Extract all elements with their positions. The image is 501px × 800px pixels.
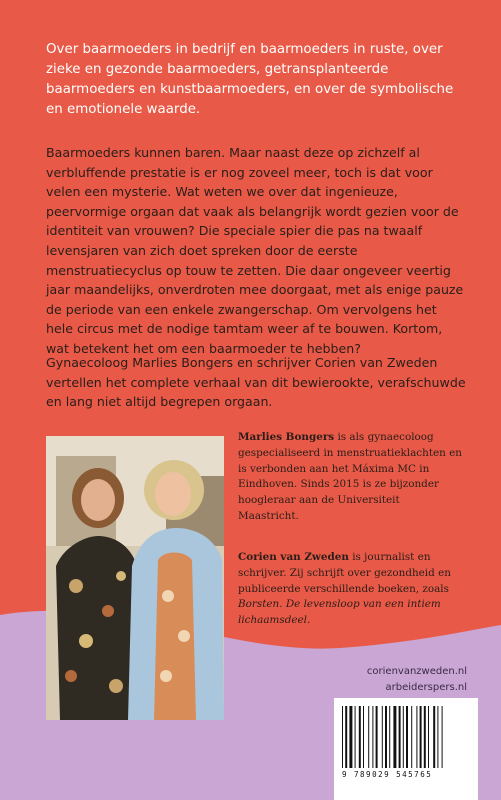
website-links <box>367 664 467 696</box>
summary-paragraph: Gynaecoloog Marlies Bongers en schrijver Corien van Zweden vertellen het complete verhaal van dit bewierookte, verafschuwde en lang niet altijd begrepen orgaan. <box>46 355 466 410</box>
author-name: Marlies Bongers <box>238 431 335 443</box>
website-link[interactable]: corienvanzweden.nl <box>366 666 467 677</box>
isbn-barcode <box>334 698 478 800</box>
bio-text: is journalist en schrijver. Zij schrijft over gezondheid en publiceerde verschillende boeken, zoals <box>238 551 451 595</box>
isbn-digits: 9 789029 545765 <box>342 770 433 779</box>
body-paragraph: Baarmoeders kunnen baren. Maar naast deze op zichzelf al verbluffende prestatie is er nog zoveel meer, toch is dat voor velen een mysterie. Wat weten we over dat ingenieuze, peervormige orgaan dat vaak als belangrijk wordt gezien voor de identiteit van vrouwen? Die speciale spier die pas na twaalf levensjaren van zich doet spreken door de eerste menstruatiecyclus op touw te zetten. Die daar ongeveer veertig jaar maandelijks, onverdroten mee doorgaat, met als enige pauze de periode van een enkele zwangerschap. Om vervolgens het hele circus met de nodige tamtam weer af te bouwen. Kortom, wat betekent het om een baarmoeder te hebben? <box>46 145 464 356</box>
author-photo <box>46 436 224 720</box>
bio-text: is als gynaecoloog gespecialiseerd in menstruatieklachten en is verbonden aan het Máxima MC in Eindhoven. Sinds 2015 is ze bijzonder hoogleraar aan de Universiteit Maastricht. <box>238 431 462 522</box>
book-title: Borsten. De levensloop van een intiem lichaamsdeel. <box>238 598 441 627</box>
author-name: Corien van Zweden <box>238 551 349 563</box>
bio-corien-van-zweden <box>238 550 463 629</box>
website-link[interactable]: arbeiderspers.nl <box>385 682 467 693</box>
intro-text: Over baarmoeders in bedrijf en baarmoeders in ruste, over zieke en gezonde baarmoeders, getransplanteerde baarmoeders en kunstbaarmoeders, en over de symbolische en emotionele waarde. <box>46 42 454 117</box>
bio-marlies-bongers <box>238 430 463 525</box>
